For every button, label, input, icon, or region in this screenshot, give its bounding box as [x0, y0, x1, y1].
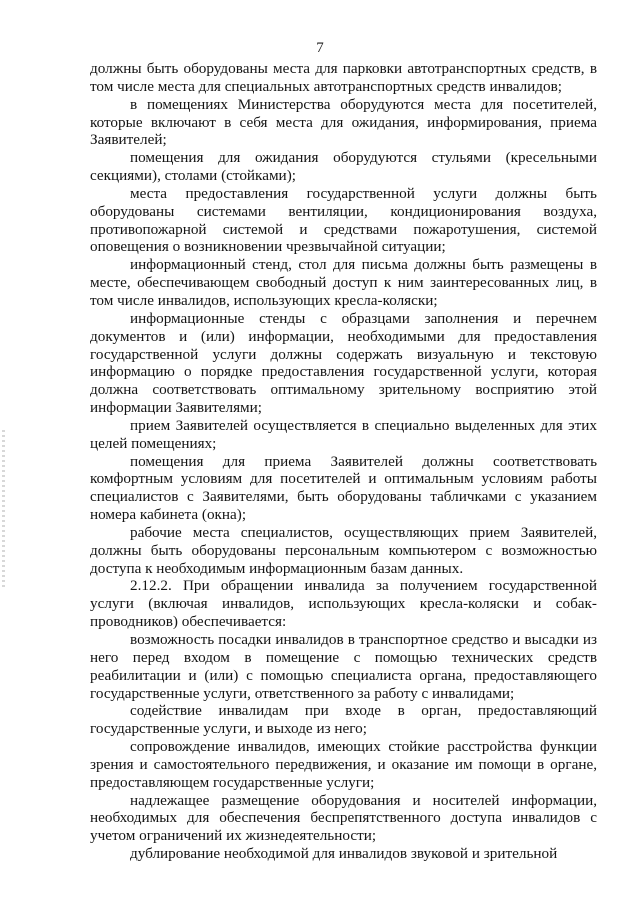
paragraph-7: прием Заявителей осуществляется в специально выделенных для этих целей помещениях;: [90, 416, 597, 452]
paragraph-11: возможность посадки инвалидов в транспортное средство и высадки из него перед входом в помещение с помощью технических средств реабилитации и (или) с помощью специалиста органа, предоставляющего государственные услуги, ответственного за работу с инвалидами;: [90, 631, 597, 702]
paragraph-6: информационные стенды с образцами заполнения и перечнем документов и (или) информации, необходимыми для предоставления государственной услуги должны содержать визуальную и текстовую информацию о порядке предоставления государственной услуги, которая должна соответствовать оптимальному зрительному восприятию этой информации Заявителями;: [90, 309, 597, 417]
paragraph-12: содействие инвалидам при входе в орган, предоставляющий государственные услуги, и выходе из него;: [90, 702, 597, 738]
paragraph-4: места предоставления государственной услуги должны быть оборудованы системами вентиляции, кондиционирования воздуха, противопожарной системой и средствами пожаротушения, системой оповещения о возникновении чрезвычайной ситуации;: [90, 184, 597, 256]
paragraph-9: рабочие места специалистов, осуществляющих прием Заявителей, должны быть оборудованы персональным компьютером с возможностью доступа к необходимым информационным базам данных.: [90, 523, 597, 577]
paragraph-13: сопровождение инвалидов, имеющих стойкие расстройства функции зрения и самостоятельного передвижения, и оказание им помощи в органе, предоставляющем государственные услуги;: [90, 738, 597, 791]
paragraph-15: дублирование необходимой для инвалидов звуковой и зрительной: [130, 845, 558, 863]
document-body: [90, 60, 597, 863]
paragraph-2: в помещениях Министерства оборудуются места для посетителей, которые включают в себя места для ожидания, информирования, приема Заявителей;: [90, 95, 597, 149]
paragraph-10: 2.12.2. При обращении инвалида за получением государственной услуги (включая инвалидов, использующих кресла-коляски и собак-проводников) обеспечивается:: [90, 577, 597, 631]
scan-edge-mark: [2, 430, 5, 590]
paragraph-8: помещения для приема Заявителей должны соответствовать комфортным условиям для посетителей и оптимальным условиям работы специалистов с Заявителями, быть оборудованы табличками с указанием номера кабинета (окна);: [90, 452, 597, 524]
page-number: 7: [316, 40, 324, 56]
paragraph-5: информационный стенд, стол для письма должны быть размещены в месте, обеспечивающем свободный доступ к ним заинтересованных лиц, в том числе инвалидов, использующих кресла-коляски;: [90, 256, 597, 309]
paragraph-3: помещения для ожидания оборудуются стульями (кресельными секциями), столами (стойками);: [90, 149, 597, 185]
paragraph-14: надлежащее размещение оборудования и носителей информации, необходимых для обеспечения беспрепятственного доступа инвалидов с учетом ограничений их жизнедеятельности;: [90, 791, 597, 845]
paragraph-1: должны быть оборудованы места для парковки автотранспортных средств, в том числе места для специальных автотранспортных средств инвалидов;: [90, 60, 597, 95]
